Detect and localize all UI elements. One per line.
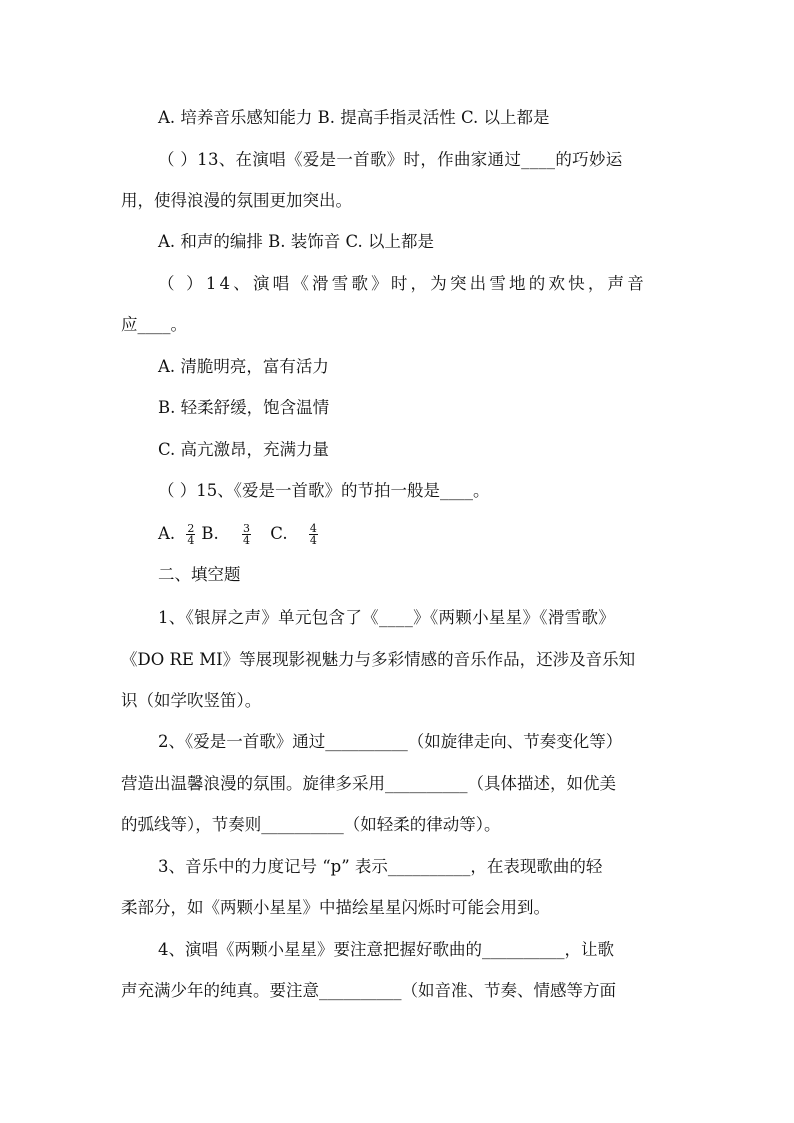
q15-fraction-b <box>242 523 251 546</box>
fill1-line1: 1、《银屏之声》单元包含了《____》《两颗小星星》《滑雪歌》 <box>158 608 616 627</box>
q15-options <box>158 517 324 551</box>
q14-option-a: A. 清脆明亮，富有活力 <box>158 357 329 376</box>
q15-fraction-b-num: 3 <box>243 522 251 535</box>
q14-option-b: B. 轻柔舒缓，饱含温情 <box>158 398 330 417</box>
q15-fraction-a-den: 4 <box>187 534 195 547</box>
q15-fraction-a-num: 2 <box>187 522 195 535</box>
q15-option-b-label: B. <box>201 524 219 543</box>
q14-line1: （ ）14、演唱《滑雪歌》时，为突出雪地的欢快，声音 <box>158 274 647 293</box>
fill2-line2: 营造出温馨浪漫的氛围。旋律多采用__________（具体描述，如优美 <box>121 774 616 793</box>
q15-line1: （ ）15、《爱是一首歌》的节拍一般是____。 <box>158 481 490 500</box>
fill3-line2: 柔部分，如《两颗小星星》中描绘星星闪烁时可能会用到。 <box>121 898 550 917</box>
fill3-line1: 3、音乐中的力度记号 “p” 表示__________，在表现歌曲的轻 <box>158 857 603 876</box>
q13-line1: （ ）13、在演唱《爱是一首歌》时，作曲家通过____的巧妙运 <box>158 150 623 169</box>
q14-option-c: C. 高亢激昂，充满力量 <box>158 440 330 459</box>
fill2-line1: 2、《爱是一首歌》通过__________（如旋律走向、节奏变化等） <box>158 732 623 751</box>
fill2-line3: 的弧线等），节奏则__________（如轻柔的律动等）。 <box>121 815 501 834</box>
fill4-line1: 4、演唱《两颗小星星》要注意把握好歌曲的__________，让歌 <box>158 940 614 959</box>
q15-fraction-a <box>186 523 195 546</box>
fill1-line2: 《DO RE MI》等展现影视魅力与多彩情感的音乐作品，还涉及音乐知 <box>121 650 636 669</box>
q12-options: A. 培养音乐感知能力 B. 提高手指灵活性 C. 以上都是 <box>158 108 550 127</box>
q13-line2: 用，使得浪漫的氛围更加突出。 <box>121 191 352 210</box>
section-2-title: 二、填空题 <box>158 565 241 584</box>
q14-line2: 应____。 <box>121 315 187 334</box>
q15-fraction-b-den: 4 <box>243 534 251 547</box>
q15-fraction-c-den: 4 <box>309 534 317 547</box>
q15-fraction-c <box>309 523 318 546</box>
q15-fraction-c-num: 4 <box>309 522 317 535</box>
fill4-line2: 声充满少年的纯真。要注意__________（如音准、节奏、情感等方面 <box>121 981 616 1000</box>
fill1-line3: 识（如学吹竖笛）。 <box>121 691 262 710</box>
q15-option-a-label: A. <box>158 524 176 543</box>
q13-options: A. 和声的编排 B. 装饰音 C. 以上都是 <box>158 232 435 251</box>
q15-option-c-label: C. <box>270 524 288 543</box>
